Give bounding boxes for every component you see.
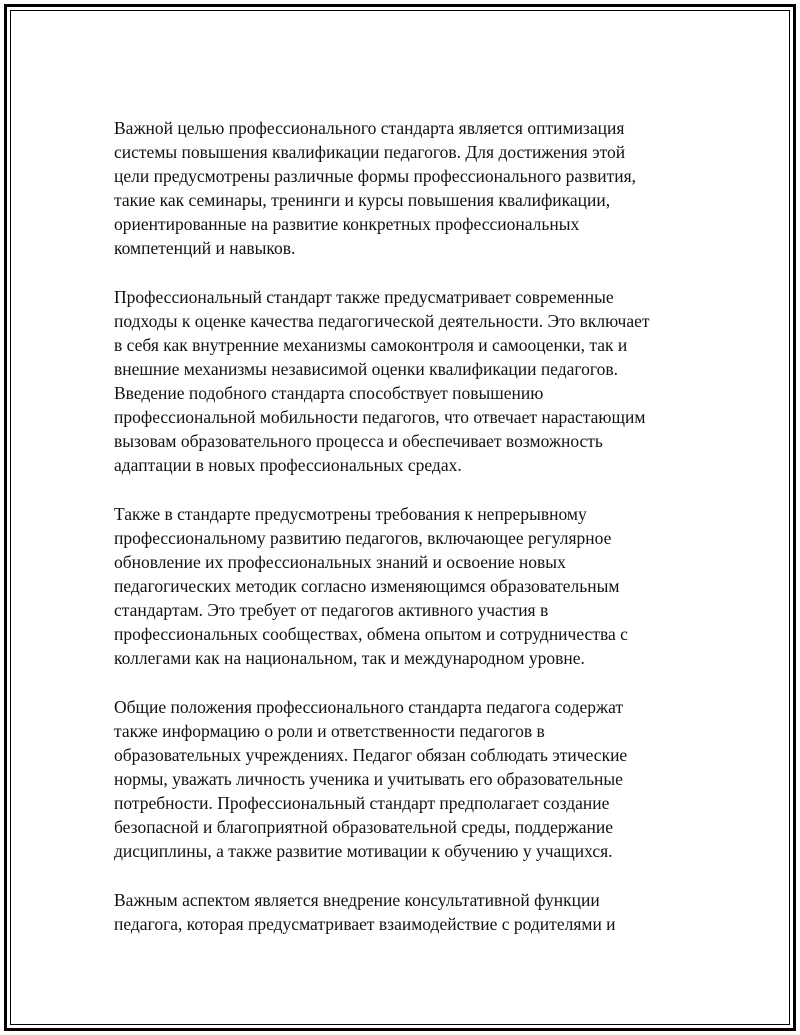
text-line: потребности. Профессиональный стандарт предполагает создание (114, 793, 610, 813)
text-line: профессиональному развитию педагогов, включающее регулярное (114, 528, 612, 548)
text-line: компетенций и навыков. (114, 238, 296, 258)
text-line: Также в стандарте предусмотрены требования к непрерывному (114, 504, 587, 524)
text-line: профессиональной мобильности педагогов, что отвечает нарастающим (114, 407, 646, 427)
text-line: также информацию о роли и ответственности педагогов в (114, 721, 545, 741)
paragraph-4 (114, 695, 714, 863)
paragraph-1 (114, 116, 714, 260)
text-line: обновление их профессиональных знаний и освоение новых (114, 552, 566, 572)
paragraph-3 (114, 502, 714, 670)
text-line: педагога, которая предусматривает взаимодействие с родителями и (114, 914, 616, 934)
text-line: нормы, уважать личность ученика и учитывать его образовательные (114, 769, 623, 789)
text-line: Важным аспектом является внедрение консультативной функции (114, 890, 600, 910)
text-line: стандартам. Это требует от педагогов активного участия в (114, 600, 549, 620)
text-line: внешние механизмы независимой оценки квалификации педагогов. (114, 359, 619, 379)
text-line: Введение подобного стандарта способствует повышению (114, 383, 544, 403)
document-body (114, 116, 714, 961)
text-line: такие как семинары, тренинги и курсы повышения квалификации, (114, 190, 611, 210)
text-line: вызовам образовательного процесса и обеспечивает возможность (114, 431, 603, 451)
paragraph-2 (114, 285, 714, 477)
text-line: в себя как внутренние механизмы самоконтроля и самооценки, так и (114, 335, 628, 355)
text-line: системы повышения квалификации педагогов. Для достижения этой (114, 142, 626, 162)
text-line: коллегами как на национальном, так и международном уровне. (114, 648, 585, 668)
text-line: Профессиональный стандарт также предусматривает современные (114, 287, 614, 307)
text-line: профессиональных сообществах, обмена опытом и сотрудничества с (114, 624, 628, 644)
text-line: Общие положения профессионального стандарта педагога содержат (114, 697, 624, 717)
text-line: ориентированные на развитие конкретных профессиональных (114, 214, 580, 234)
paragraph-5 (114, 888, 714, 936)
text-line: дисциплины, а также развитие мотивации к обучению у учащихся. (114, 841, 613, 861)
text-line: адаптации в новых профессиональных средах. (114, 455, 462, 475)
text-line: образовательных учреждениях. Педагог обязан соблюдать этические (114, 745, 628, 765)
text-line: безопасной и благоприятной образовательной среды, поддержание (114, 817, 614, 837)
text-line: Важной целью профессионального стандарта является оптимизация (114, 118, 625, 138)
text-line: подходы к оценке качества педагогической деятельности. Это включает (114, 311, 650, 331)
text-line: цели предусмотрены различные формы профессионального развития, (114, 166, 637, 186)
text-line: педагогических методик согласно изменяющимся образовательным (114, 576, 620, 596)
